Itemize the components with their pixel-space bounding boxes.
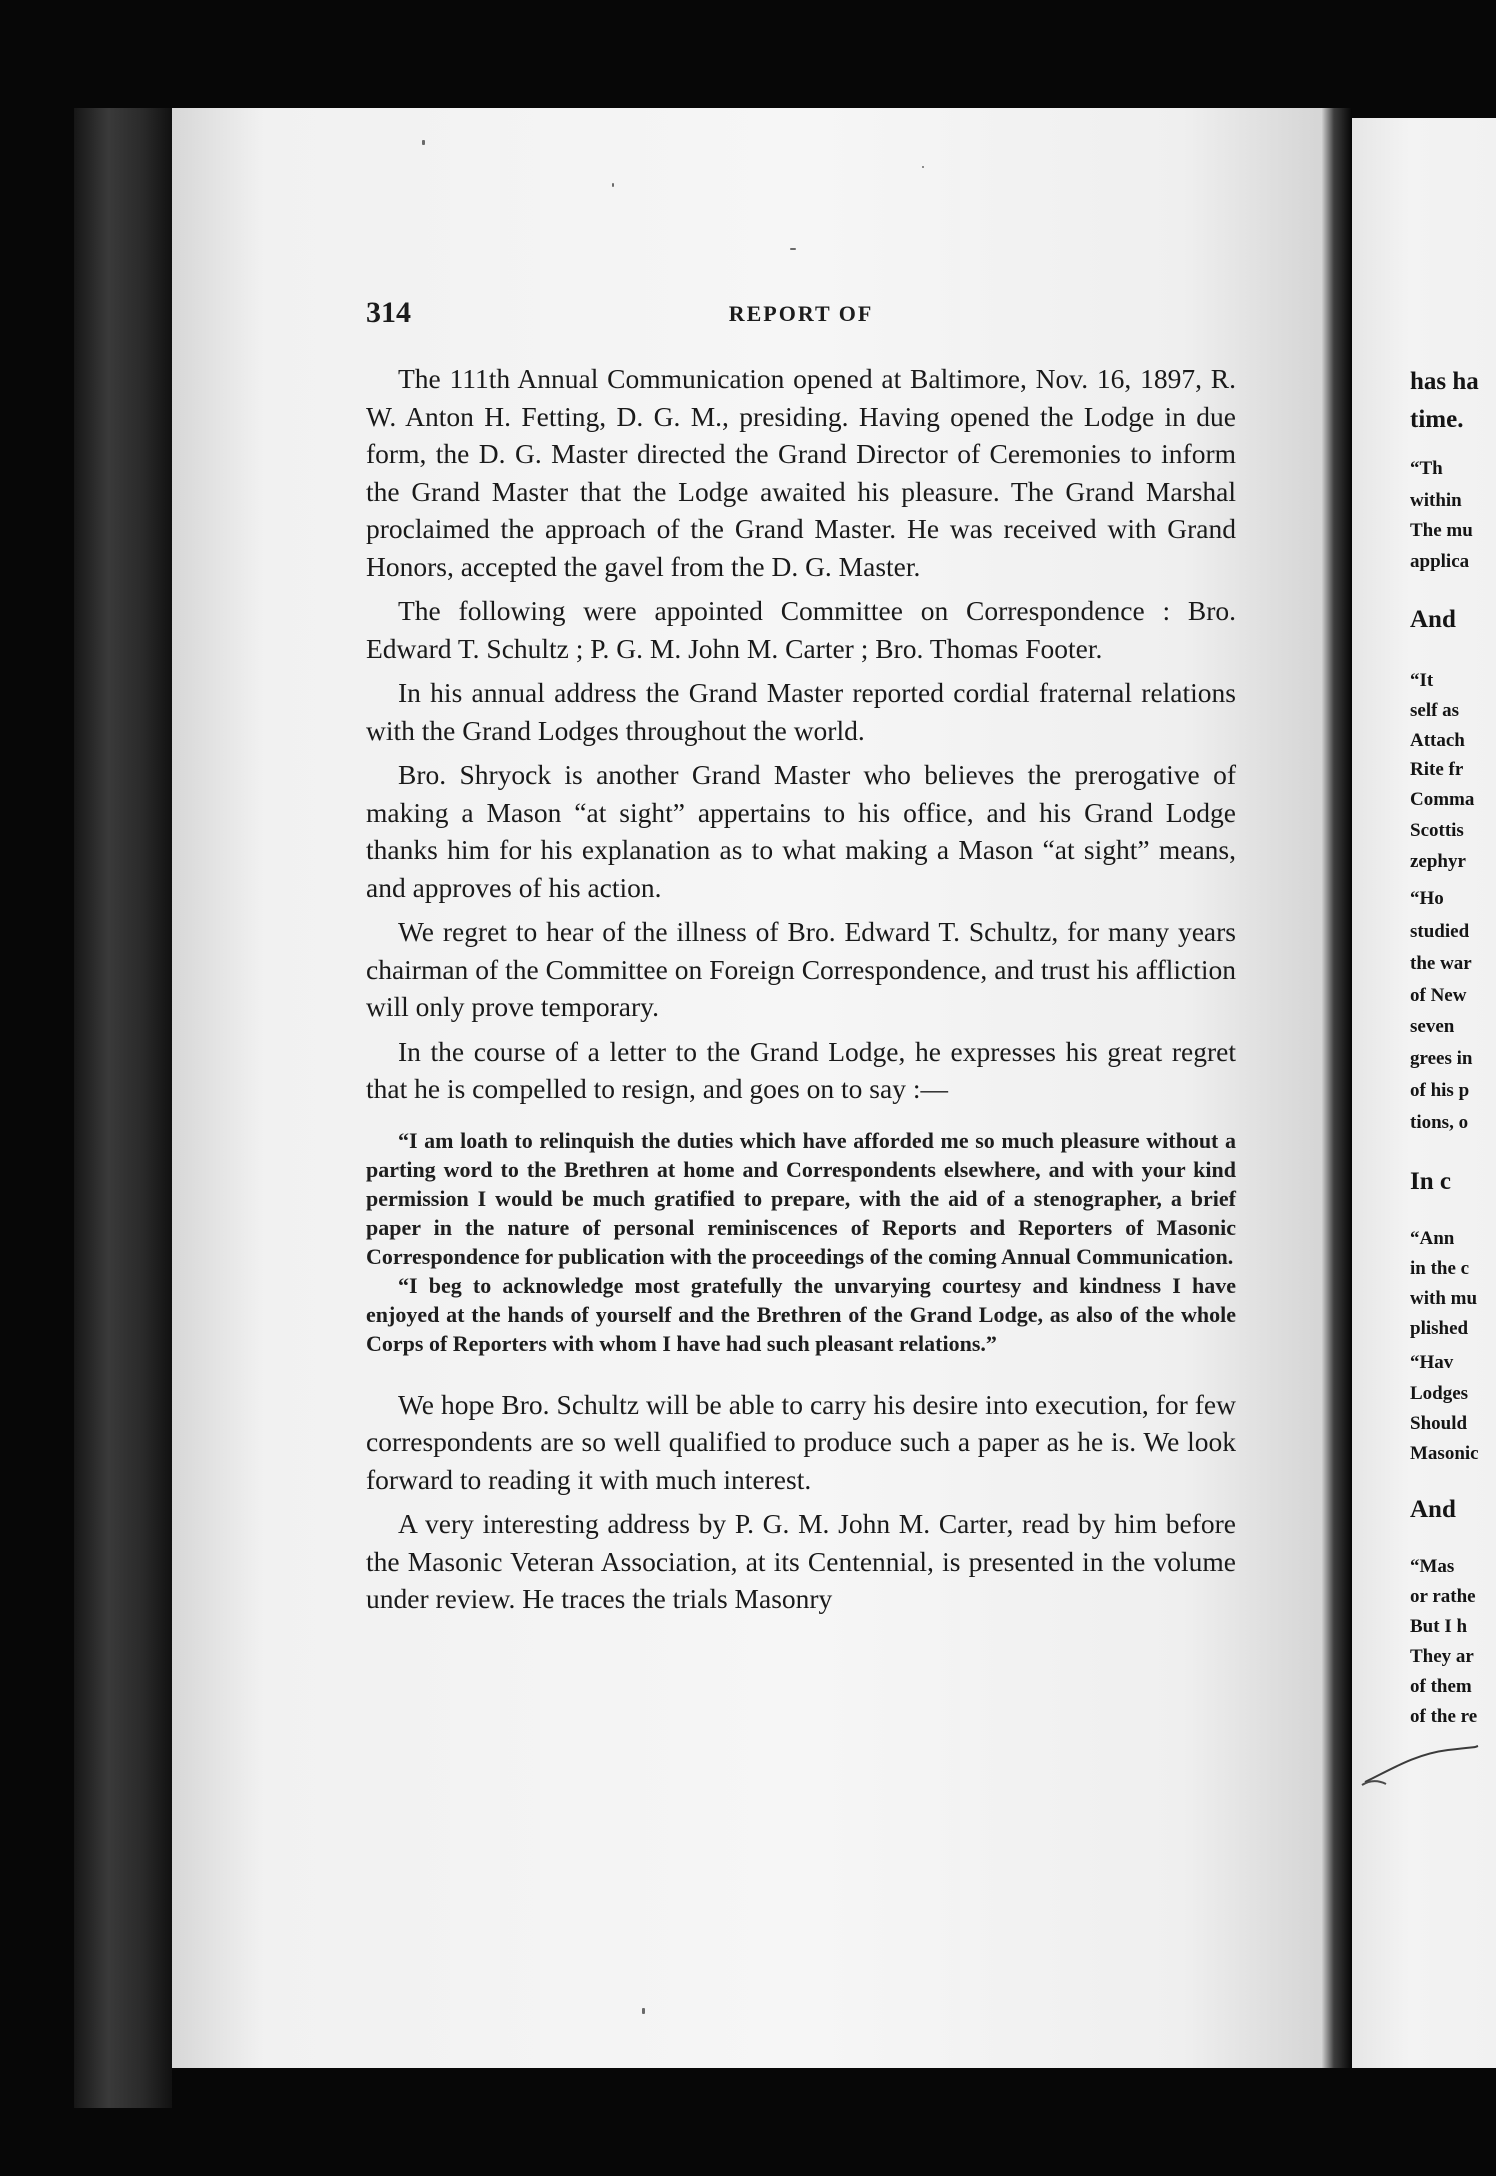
scan-speck [422,140,425,145]
book-left-edge [74,108,172,2108]
facing-line: of his p [1410,1080,1470,1101]
facing-line: “Mas [1410,1556,1455,1577]
facing-line: within [1410,490,1462,511]
facing-line: self as [1410,700,1460,721]
paragraph: In his annual address the Grand Master reported cordial fraternal relations with the Grand Lodges throughout the world. [366,677,1236,746]
scan-speck [612,183,614,187]
facing-line: “Hav [1410,1352,1454,1373]
pencil-flourish [1360,1730,1480,1790]
quote-paragraph: “I beg to acknowledge most gratefully the unvarying courtesy and kindness I have enjoyed at the hands of yourself and the Brethren of the Grand Lodge, as also of the whole Corps of Reporters with whom I have had such pleasant relations.” [366,1272,1236,1356]
facing-line: In c [1410,1168,1451,1195]
facing-line: They ar [1410,1646,1474,1667]
facing-line: Masonic [1410,1443,1479,1464]
facing-line: zephyr [1410,851,1466,872]
facing-line: the war [1410,953,1472,974]
facing-line: plished [1410,1318,1469,1339]
facing-line: The mu [1410,520,1473,541]
facing-line: Scottis [1410,820,1464,841]
facing-line: Comma [1410,789,1475,810]
paragraph: We hope Bro. Schultz will be able to carry his desire into execution, for few correspondents are so well qualified to produce such a paper as he is. We look forward to reading it with much interest. [366,1388,1236,1495]
facing-line: studied [1410,921,1470,942]
facing-line: Should [1410,1413,1468,1434]
scan-speck [790,248,796,250]
facing-line: “Ann [1410,1228,1455,1249]
running-head: REPORT OF [728,301,874,326]
paragraph: A very interesting address by P. G. M. John M. Carter, read by him before the Masonic Veteran Association, at its Centennial, is presented in the volume under review. He traces the trials Masonry [366,1508,1236,1614]
facing-line: applica [1410,551,1470,572]
book-gutter [1322,108,1352,2068]
facing-line: tions, o [1410,1112,1469,1133]
paragraph: The following were appointed Committee on Correspondence : Bro. Edward T. Schultz ; P. G. M. John M. Carter ; Bro. Thomas Footer. [366,595,1236,664]
paragraph: Bro. Shryock is another Grand Master who believes the prerogative of making a Mason “at sight” appertains to his office, and his Grand Lodge thanks him for his explanation as to what making a Mason “at sight” means, and approves of his action. [366,759,1236,903]
facing-line: in the c [1410,1258,1470,1279]
page-number: 314 [366,296,411,329]
scan-speck [922,166,924,168]
facing-line: “Ho [1410,888,1444,909]
facing-line: has ha [1410,368,1479,395]
facing-line: Rite fr [1410,759,1464,780]
facing-line: Attach [1410,730,1465,751]
facing-line: And [1410,606,1456,633]
facing-line: And [1410,1496,1456,1523]
facing-line: with mu [1410,1288,1478,1309]
facing-line: Lodges [1410,1383,1469,1404]
facing-line: “Th [1410,458,1443,479]
body-text [366,360,1236,1625]
facing-line: or rathe [1410,1586,1476,1607]
facing-line: seven [1410,1016,1455,1037]
quote-paragraph: “I am loath to relinquish the duties which have afforded me so much pleasure without a parting word to the Brethren at home and Correspondents elsewhere, and with your kind permission I would be much gratified to prepare, with the aid of a stenographer, a brief paper in the nature of personal reminiscences of Reports and Reporters of Masonic Correspondence for publication with the proceedings of the coming Annual Communication. [366,1127,1236,1269]
facing-line: But I h [1410,1616,1468,1637]
facing-line: of New [1410,985,1467,1006]
page-header [366,296,1236,336]
facing-line: of them [1410,1676,1472,1697]
letter-quotation [366,1126,1236,1358]
paragraph: The 111th Annual Communication opened at Baltimore, Nov. 16, 1897, R. W. Anton H. Fetting, D. G. M., presiding. Having opened the Lodge in due form, the D. G. Master directed the Grand Director of Ceremonies to inform the Grand Master that the Lodge awaited his pleasure. The Grand Marshal proclaimed the approach of the Grand Master. He was received with Grand Honors, accepted the gavel from the D. G. Master. [366,363,1236,582]
paragraph: In the course of a letter to the Grand Lodge, he expresses his great regret that he is compelled to resign, and goes on to say :— [366,1035,1236,1104]
facing-line: of the re [1410,1706,1478,1727]
facing-line: grees in [1410,1048,1473,1069]
facing-line: “It [1410,670,1434,691]
facing-line: time. [1410,406,1464,433]
scan-speck [642,2008,645,2014]
paragraph: We regret to hear of the illness of Bro. Edward T. Schultz, for many years chairman of the Committee on Foreign Correspondence, and trust his affliction will only prove temporary. [366,916,1236,1022]
